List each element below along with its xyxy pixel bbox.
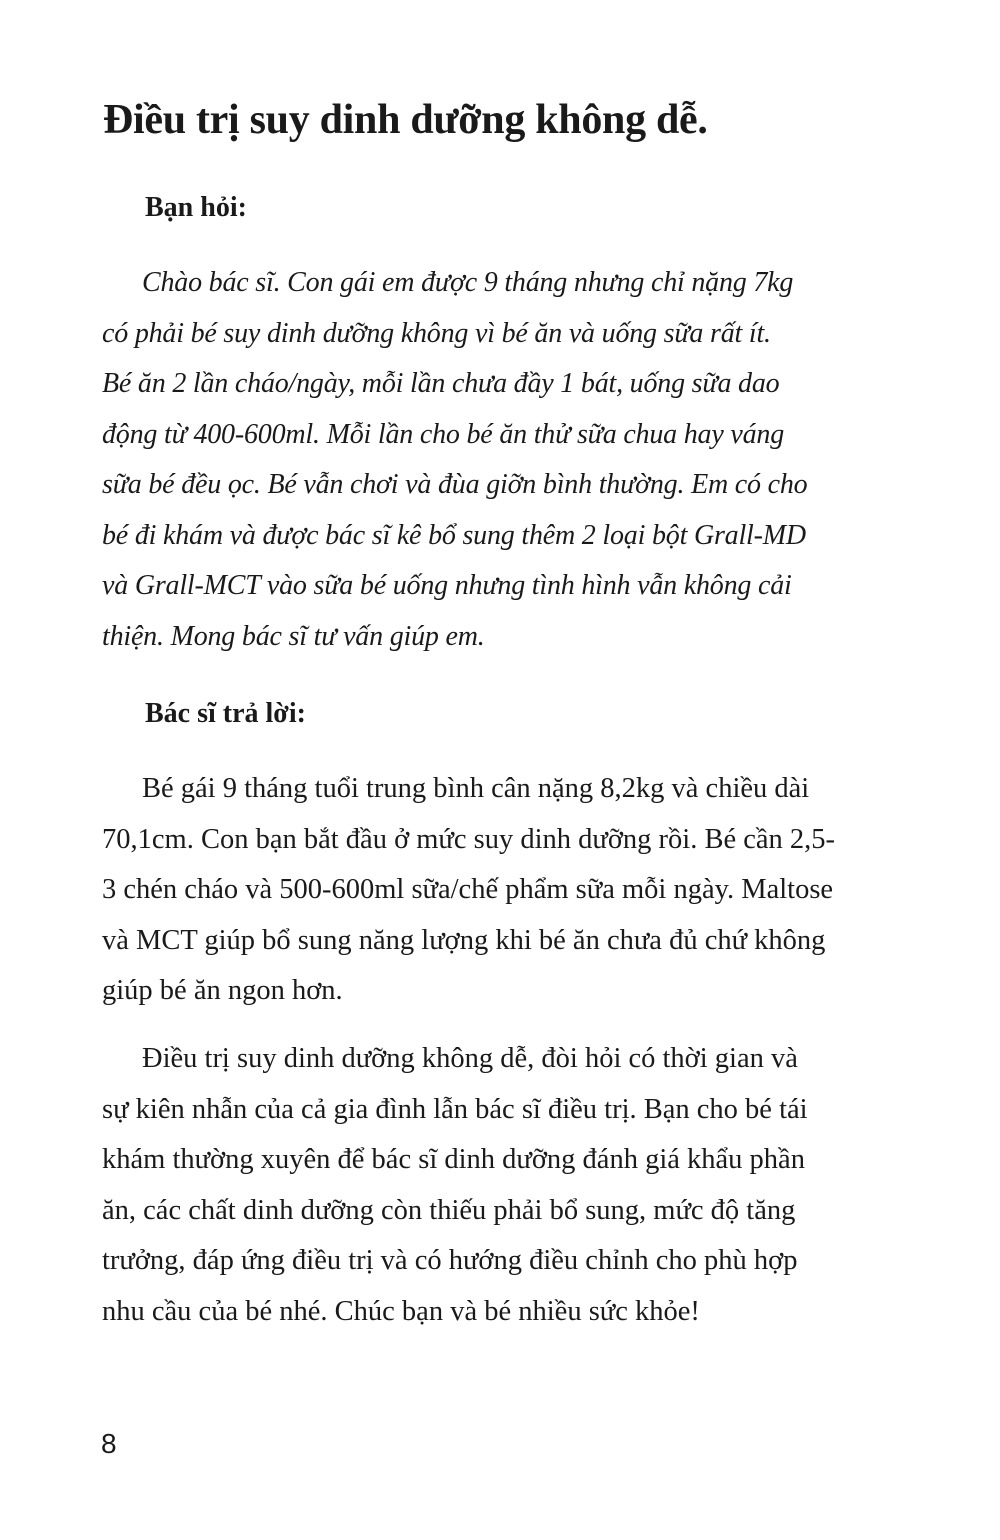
question-line: động từ 400-600ml. Mỗi lần cho bé ăn thử sữa chua hay váng xyxy=(102,418,785,450)
answer-line: nhu cầu của bé nhé. Chúc bạn và bé nhiều sức khỏe! xyxy=(102,1295,700,1327)
question-line: và Grall-MCT vào sữa bé uống nhưng tình hình vẫn không cải xyxy=(102,570,792,601)
answer-line: 70,1cm. Con bạn bắt đầu ở mức suy dinh dưỡng rồi. Bé cần 2,5- xyxy=(102,823,836,855)
question-line: có phải bé suy dinh dưỡng không vì bé ăn và uống sữa rất ít. xyxy=(102,317,771,349)
answer-line: sự kiên nhẫn của cả gia đình lẫn bác sĩ điều trị. Bạn cho bé tái xyxy=(102,1093,808,1125)
answer-line: ăn, các chất dinh dưỡng còn thiếu phải bổ sung, mức độ tăng xyxy=(102,1194,796,1226)
question-paragraph xyxy=(102,258,922,662)
answer-paragraph-1 xyxy=(102,764,922,1017)
page-number: 8 xyxy=(101,1428,117,1459)
answer-heading: Bác sĩ trả lời: xyxy=(145,698,306,729)
answer-line: 3 chén cháo và 500-600ml sữa/chế phẩm sữa mỗi ngày. Maltose xyxy=(102,874,834,905)
answer-line: và MCT giúp bổ sung năng lượng khi bé ăn chưa đủ chứ không xyxy=(102,924,826,956)
answer-line: khám thường xuyên để bác sĩ dinh dưỡng đánh giá khẩu phần xyxy=(102,1144,805,1175)
answer-line: Bé gái 9 tháng tuổi trung bình cân nặng 8,2kg và chiều dài xyxy=(142,773,810,804)
question-line: Chào bác sĩ. Con gái em được 9 tháng nhưng chỉ nặng 7kg xyxy=(142,267,794,298)
answer-line: Điều trị suy dinh dưỡng không dễ, đòi hỏi có thời gian và xyxy=(142,1043,798,1074)
question-line: thiện. Mong bác sĩ tư vấn giúp em. xyxy=(102,620,485,652)
answer-line: trưởng, đáp ứng điều trị và có hướng điều chỉnh cho phù hợp xyxy=(102,1245,798,1276)
question-line: sữa bé đều ọc. Bé vẫn chơi và đùa giỡn bình thường. Em có cho xyxy=(102,469,808,500)
question-heading: Bạn hỏi: xyxy=(145,192,247,223)
question-line: Bé ăn 2 lần cháo/ngày, mỗi lần chưa đầy 1 bát, uống sữa dao xyxy=(102,368,780,399)
answer-line: giúp bé ăn ngon hơn. xyxy=(102,975,343,1006)
answer-paragraph-2 xyxy=(102,1034,922,1337)
question-line: bé đi khám và được bác sĩ kê bổ sung thêm 2 loại bột Grall-MD xyxy=(102,519,806,551)
article-title: Điều trị suy dinh dưỡng không dễ. xyxy=(103,97,708,143)
